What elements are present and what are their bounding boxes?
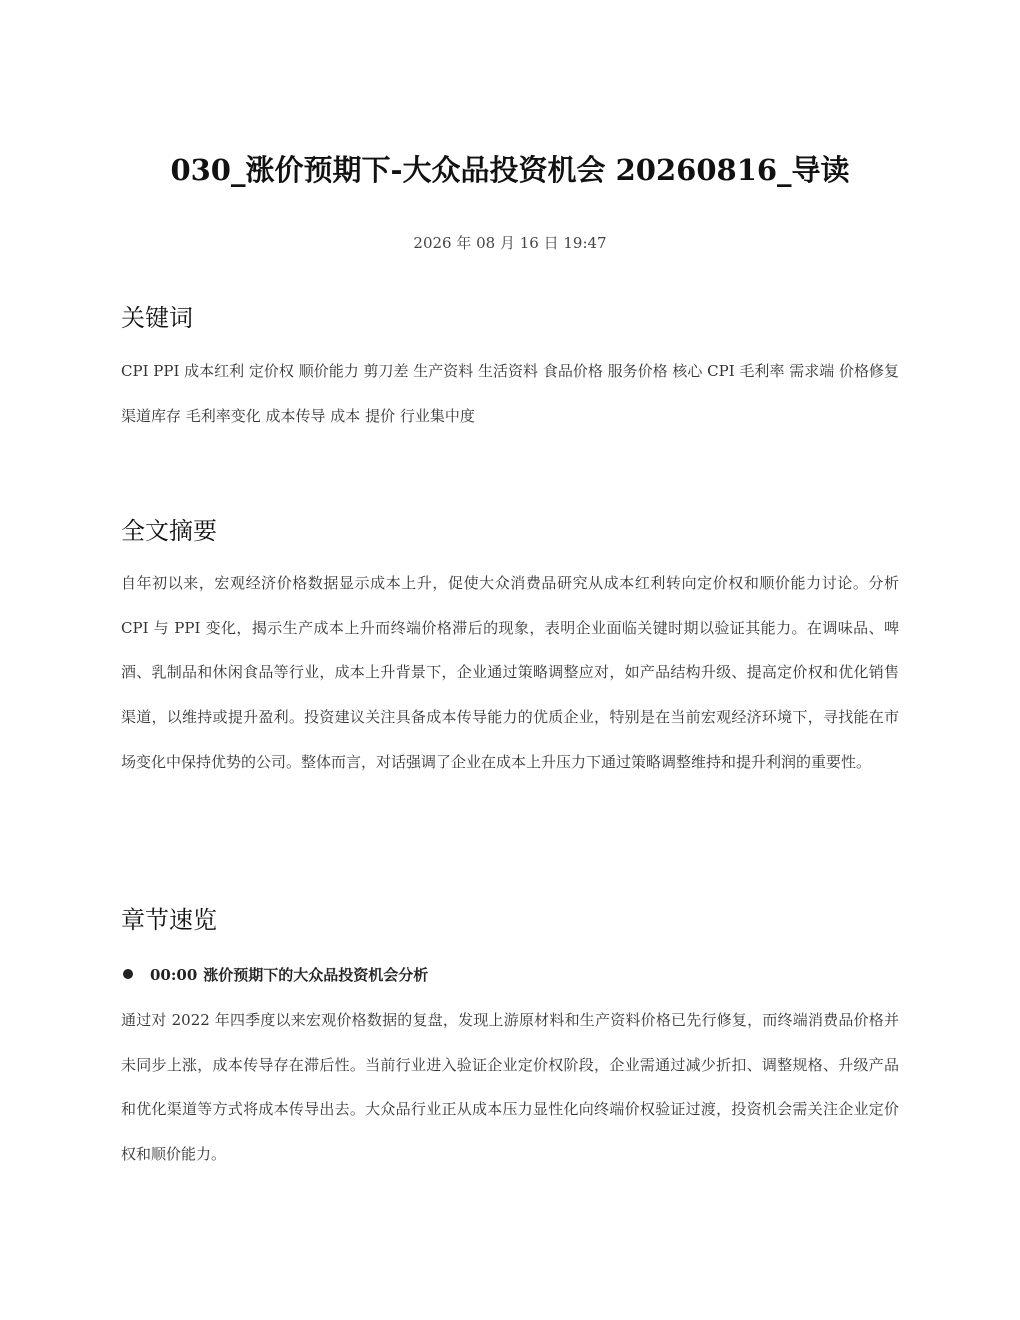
- chapter-item-text: 通过对 2022 年四季度以来宏观价格数据的复盘，发现上游原材料和生产资料价格已先行修复，而终端消费品价格并未同步上涨，成本传导存在滞后性。当前行业进入验证企业定价权阶段，企业需通过减少折扣、调整规格、升级产品和优化渠道等方式将成本传导出去。大众品行业正从成本压力显性化向终端价权验证过渡，投资机会需关注企业定价权和顺价能力。: [121, 1011, 899, 1164]
- summary-heading: 全文摘要: [121, 517, 217, 545]
- chapter-item-heading: [121, 960, 428, 988]
- chapter-item-title-line: [150, 964, 428, 985]
- chapters-heading: 章节速览: [121, 906, 217, 934]
- chapter-timestamp: 00:00: [150, 965, 198, 984]
- chapter-title: 涨价预期下的大众品投资机会分析: [203, 965, 429, 984]
- document-date: 2026 年 08 月 16 日 19:47: [413, 234, 607, 252]
- summary-text: 自年初以来，宏观经济价格数据显示成本上升，促使大众消费品研究从成本红利转向定价权和顺价能力讨论。分析 CPI 与 PPI 变化，揭示生产成本上升而终端价格滞后的现象，表明企业面临关键时期以验证其能力。在调味品、啤酒、乳制品和休闲食品等行业，成本上升背景下，企业通过策略调整应对，如产品结构升级、提高定价权和优化销售渠道，以维持或提升盈利。投资建议关注具备成本传导能力的优质企业，特别是在当前宏观经济环境下，寻找能在市场变化中保持优势的公司。整体而言，对话强调了企业在成本上升压力下通过策略调整维持和提升利润的重要性。: [121, 574, 899, 771]
- bullet-icon: [123, 969, 133, 979]
- document-title: 030_涨价预期下-大众品投资机会 20260816_导读: [170, 153, 850, 187]
- keywords-text: CPI PPI 成本红利 定价权 顺价能力 剪刀差 生产资料 生活资料 食品价格 服务价格 核心 CPI 毛利率 需求端 价格修复 渠道库存 毛利率变化 成本传导 成本 提价 行业集中度: [121, 362, 899, 425]
- keywords-heading: 关键词: [121, 304, 193, 332]
